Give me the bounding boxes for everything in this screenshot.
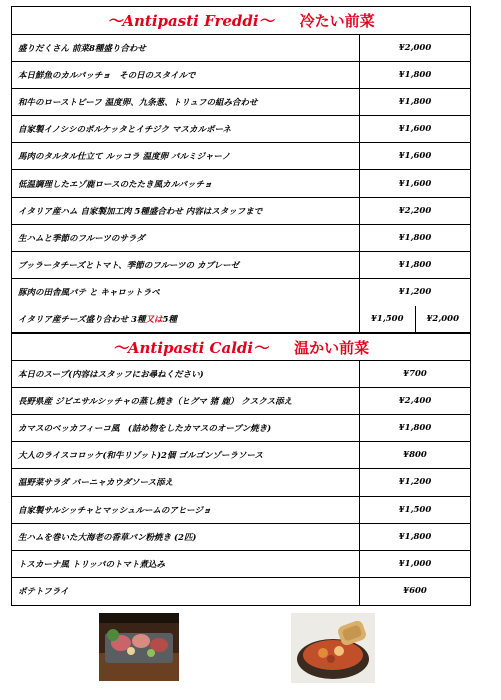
- menu-item-price: ¥1,200: [398, 287, 432, 298]
- menu-item-row: [12, 361, 470, 388]
- hot-header-italian: ～Antipasti Caldi～: [112, 338, 269, 357]
- menu-item-name: 馬肉のタルタル仕立て ルッコラ 温度卵 パルミジャーノ: [12, 143, 360, 169]
- cheese-name-or: 又は: [145, 314, 163, 325]
- menu-item-price: ¥1,800: [398, 97, 432, 108]
- cheese-price-3: ¥1,500: [360, 306, 416, 332]
- cold-header-japanese: 冷たい前菜: [299, 12, 375, 30]
- menu-item-row: [12, 170, 470, 197]
- menu-table: [11, 6, 471, 606]
- cold-header-italian: ～Antipasti Freddi～: [107, 12, 274, 30]
- menu-item-row: [12, 62, 470, 89]
- menu-item-name: 和牛のローストビーフ 温度卵、九条葱、トリュフの組み合わせ: [12, 89, 360, 115]
- menu-item-name: 盛りだくさん 前菜8種盛り合わせ: [12, 35, 360, 61]
- menu-item-price: ¥1,200: [398, 477, 432, 488]
- menu-item-name: カマスのベッカフィーコ風 (詰め物をしたカマスのオーブン焼き): [12, 415, 360, 441]
- antipasti-platter-photo: [99, 613, 179, 681]
- hot-header-japanese: 温かい前菜: [294, 338, 370, 357]
- menu-item-name: トスカーナ風 トリッパのトマト煮込み: [12, 551, 360, 577]
- ajillo-dish-photo: [291, 613, 375, 683]
- menu-item-row: [12, 497, 470, 524]
- menu-item-name: 温野菜サラダ バーニャカウダソース添え: [12, 469, 360, 495]
- menu-item-price: ¥600: [403, 586, 427, 597]
- menu-item-row: [12, 279, 470, 306]
- menu-item-name: 自家製サルシッチャとマッシュルームのアヒージョ: [12, 497, 360, 523]
- cheese-prices: [360, 306, 470, 332]
- menu-item-price: ¥1,600: [398, 151, 432, 162]
- cold-items: [12, 35, 470, 306]
- menu-item-name: 本日鮮魚のカルパッチョ その日のスタイルで: [12, 62, 360, 88]
- menu-item-price: ¥1,800: [398, 70, 432, 81]
- menu-item-name: [12, 306, 360, 332]
- menu-item-price: ¥1,600: [398, 124, 432, 135]
- menu-item-price: ¥2,000: [398, 43, 432, 54]
- menu-item-price: ¥1,800: [398, 259, 432, 270]
- cheese-price-5: ¥2,000: [426, 313, 460, 324]
- menu-item-row: [12, 469, 470, 496]
- cheese-name-prefix: イタリア産チーズ盛り合わせ 3種: [18, 314, 146, 325]
- menu-item-price: ¥1,500: [398, 504, 432, 515]
- hot-section-header: [12, 333, 470, 361]
- menu-item-price: ¥800: [403, 450, 427, 461]
- menu-item-price: ¥700: [403, 369, 427, 380]
- menu-item-price: ¥1,800: [398, 232, 432, 243]
- menu-item-row: [12, 415, 470, 442]
- menu-item-name: 低温調理したエゾ鹿ロースのたたき風カルパッチョ: [12, 170, 360, 196]
- menu-item-row: [12, 551, 470, 578]
- menu-item-name: 生ハムと季節のフルーツのサラダ: [12, 225, 360, 251]
- menu-item-row: [12, 524, 470, 551]
- menu-item-row: [12, 442, 470, 469]
- menu-item-name: 長野県産 ジビエサルシッチャの蒸し焼き（ヒグマ 猪 鹿） クスクス添え: [12, 388, 360, 414]
- menu-item-name: ブッラータチーズとトマト、季節のフルーツの カプレーゼ: [12, 252, 360, 278]
- cold-section-header: [12, 7, 470, 35]
- menu-item-name: ポテトフライ: [12, 578, 360, 605]
- menu-item-name: 大人のライスコロッケ(和牛リゾット)2個 ゴルゴンゾーラソース: [12, 442, 360, 468]
- menu-item-price: ¥2,200: [398, 205, 432, 216]
- menu-item-row: [12, 198, 470, 225]
- menu-item-price: ¥1,800: [398, 423, 432, 434]
- menu-item-row: [12, 35, 470, 62]
- menu-item-row: [12, 388, 470, 415]
- menu-item-name: 生ハムを巻いた大海老の香草パン粉焼き (2匹): [12, 524, 360, 550]
- menu-item-name: 本日のスープ(内容はスタッフにお尋ねください): [12, 361, 360, 387]
- menu-item-row: [12, 578, 470, 605]
- menu-item-row: [12, 252, 470, 279]
- menu-item-name: 豚肉の田舎風パテ と キャロットラペ: [12, 279, 360, 306]
- menu-item-price: ¥1,600: [398, 178, 432, 189]
- menu-item-row: [12, 225, 470, 252]
- menu-item-name: 自家製イノシシのポルケッタとイチジク マスカルポーネ: [12, 116, 360, 142]
- menu-item-row: [12, 89, 470, 116]
- menu-item-price: ¥1,000: [398, 558, 432, 569]
- menu-item-row: [12, 116, 470, 143]
- cheese-row: [12, 306, 470, 333]
- menu-item-row: [12, 143, 470, 170]
- menu-item-price: ¥2,400: [398, 396, 432, 407]
- menu-item-name: イタリア産ハム 自家製加工肉 5種盛合わせ 内容はスタッフまで: [12, 198, 360, 224]
- cheese-name-suffix: 5種: [162, 314, 177, 325]
- menu-item-price: ¥1,800: [398, 531, 432, 542]
- hot-items: [12, 361, 470, 605]
